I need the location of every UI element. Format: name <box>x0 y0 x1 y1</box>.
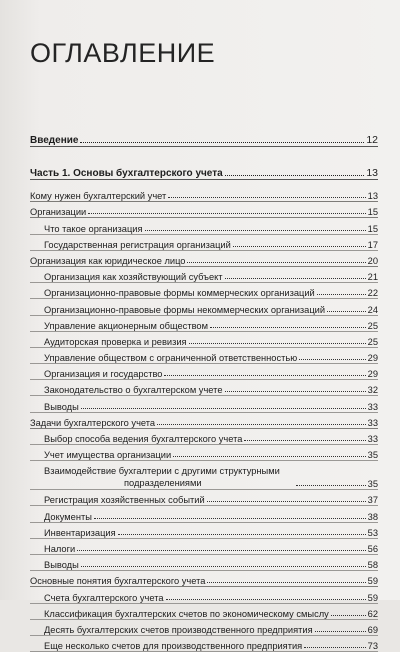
toc-entry-page-number: 38 <box>367 511 378 522</box>
toc-entry-page-number: 59 <box>367 592 378 603</box>
toc-entry-sub[interactable] <box>30 218 378 234</box>
leader-dots <box>189 343 366 344</box>
leader-dots <box>225 175 365 176</box>
leader-dots <box>164 375 365 376</box>
leader-dots <box>225 278 366 279</box>
toc-entry-sub[interactable] <box>30 555 378 571</box>
toc-entry-sub[interactable] <box>30 445 378 461</box>
toc-entry-page-number: 15 <box>367 223 378 234</box>
toc-entry-label: Десять бухгалтерских счетов производственного предприятия <box>44 624 313 635</box>
toc-entry-sub[interactable] <box>30 316 378 332</box>
toc-entry-label: Выводы <box>44 560 79 571</box>
toc-entry-major[interactable] <box>30 159 378 180</box>
toc-entry-page-number: 21 <box>367 272 378 283</box>
toc-entry-sub[interactable] <box>30 604 378 620</box>
toc-entry-label: Организационно-правовые формы коммерческих организаций <box>44 288 315 299</box>
toc-entry-page-number: 29 <box>367 369 378 380</box>
leader-dots <box>299 359 365 360</box>
toc-entry-page-number: 13 <box>366 167 378 179</box>
toc-entry-label: Документы <box>44 511 92 522</box>
leader-dots <box>81 566 366 567</box>
toc-entry-sub[interactable] <box>30 490 378 506</box>
toc-entry-label: Организация и государство <box>44 369 163 380</box>
toc-entry-label: Государственная регистрация организаций <box>44 239 231 250</box>
toc-entry-sec[interactable] <box>30 202 378 218</box>
toc-entry-label: Счета бухгалтерского учета <box>44 592 164 603</box>
toc-entry-label: Что такое организация <box>44 223 143 234</box>
toc-entry-page-number: 62 <box>367 608 378 619</box>
toc-entry-sub[interactable] <box>30 523 378 539</box>
toc-entry-label: Введение <box>30 135 79 146</box>
toc-entry-page-number: 22 <box>367 288 378 299</box>
toc-entry-page-number: 13 <box>367 191 378 202</box>
leader-dots <box>77 550 365 551</box>
leader-dots <box>187 262 365 263</box>
toc-entry-page-number: 58 <box>367 560 378 571</box>
leader-dots <box>315 631 366 632</box>
leader-dots <box>168 197 365 198</box>
toc-entry-label: Классификация бухгалтерских счетов по экономическому смыслу <box>44 608 329 619</box>
leader-dots <box>210 327 366 328</box>
leader-dots <box>207 501 366 502</box>
toc-entry-sub[interactable] <box>30 429 378 445</box>
toc-entry-sec[interactable] <box>30 251 378 267</box>
toc-entry-page-number: 35 <box>367 450 378 461</box>
page-title: ОГЛАВЛЕНИЕ <box>30 38 216 68</box>
leader-dots <box>173 456 365 457</box>
toc-entry-label: Еще несколько счетов для производственного предприятия <box>44 641 303 652</box>
leader-dots <box>157 424 366 425</box>
toc-entry-sub[interactable] <box>30 235 378 251</box>
toc-entry-label: Организация как хозяйствующий субъект <box>44 272 223 283</box>
leader-dots <box>233 246 366 247</box>
toc-entry-page-number: 20 <box>367 255 378 266</box>
toc-entry-sub[interactable] <box>30 539 378 555</box>
toc-entry-label: Регистрация хозяйственных событий <box>44 495 205 506</box>
toc-entry-label: Налоги <box>44 543 76 554</box>
toc-entry-page-number: 53 <box>367 527 378 538</box>
toc-entry-label-line2: подразделениями <box>124 478 202 489</box>
leader-dots <box>296 485 366 486</box>
toc-entry-label: Часть 1. Основы бухгалтерского учета <box>30 168 223 179</box>
toc-entry-page-number: 17 <box>367 239 378 250</box>
toc-entry-label: Аудиторская проверка и ревизия <box>44 336 187 347</box>
toc-entry-sub[interactable] <box>30 332 378 348</box>
toc-entry-page-number: 33 <box>367 434 378 444</box>
toc-entry-sub[interactable] <box>30 380 378 396</box>
toc-entry-page-number: 29 <box>367 353 378 364</box>
toc-entry-page-number: 33 <box>367 401 378 412</box>
table-of-contents <box>30 126 378 652</box>
toc-entry-label: Организационно-правовые формы некоммерческих организаций <box>44 304 326 315</box>
toc-entry-label-line1: Взаимодействие бухгалтерии с другими структурными <box>44 466 280 477</box>
leader-dots <box>118 534 366 535</box>
toc-entry-page-number: 73 <box>367 641 378 652</box>
toc-entry-label: Учет имущества организации <box>44 450 172 461</box>
toc-entry-sub[interactable] <box>30 620 378 636</box>
toc-entry-major[interactable] <box>30 126 378 147</box>
toc-entry-sub[interactable] <box>30 283 378 299</box>
leader-dots <box>244 440 365 441</box>
toc-entry-sub[interactable] <box>30 461 378 490</box>
leader-dots <box>327 311 366 312</box>
toc-entry-sub[interactable] <box>30 506 378 522</box>
leader-dots <box>317 294 366 295</box>
toc-entry-page-number: 37 <box>367 495 378 506</box>
leader-dots <box>304 647 365 648</box>
toc-entry-label: Законодательство о бухгалтерском учете <box>44 385 223 396</box>
leader-dots <box>81 408 366 409</box>
toc-entry-sub[interactable] <box>30 299 378 315</box>
toc-entry-sub[interactable] <box>30 348 378 364</box>
toc-entry-sec[interactable] <box>30 186 378 202</box>
leader-dots <box>166 599 366 600</box>
toc-entry-page-number: 12 <box>366 134 378 146</box>
toc-entry-page-number: 32 <box>367 385 378 396</box>
toc-entry-label: Организация как юридическое лицо <box>30 255 186 266</box>
toc-entry-label: Задачи бухгалтерского учета <box>30 417 156 428</box>
toc-entry-page-number: 35 <box>367 479 378 490</box>
toc-entry-label: Инвентаризация <box>44 527 116 538</box>
leader-dots <box>207 582 365 583</box>
toc-entry-label: Кому нужен бухгалтерский учет <box>30 191 167 202</box>
toc-entry-sub[interactable] <box>30 636 378 652</box>
toc-entry-label: Выводы <box>44 401 79 412</box>
toc-entry-label: Организации <box>30 207 87 218</box>
toc-entry-label-wrap <box>44 465 294 489</box>
toc-entry-label: Управление акционерным обществом <box>44 320 208 331</box>
toc-entry-page-number: 25 <box>367 320 378 331</box>
toc-entry-page-number: 56 <box>367 543 378 554</box>
toc-entry-sub[interactable] <box>30 364 378 380</box>
toc-entry-page-number: 33 <box>367 417 378 428</box>
toc-entry-label: Управление обществом с ограниченной ответственностью <box>44 353 298 364</box>
toc-entry-page-number: 59 <box>367 576 378 587</box>
toc-entry-sub[interactable] <box>30 267 378 283</box>
toc-entry-page-number: 24 <box>367 304 378 315</box>
toc-entry-page-number: 25 <box>367 336 378 347</box>
toc-entry-sec[interactable] <box>30 413 378 429</box>
toc-entry-sec[interactable] <box>30 571 378 587</box>
running-head <box>0 8 400 20</box>
leader-dots <box>80 142 364 143</box>
leader-dots <box>94 518 366 519</box>
toc-entry-sub[interactable] <box>30 587 378 603</box>
toc-entry-label: Основные понятия бухгалтерского учета <box>30 576 206 587</box>
toc-entry-sub[interactable] <box>30 396 378 412</box>
leader-dots <box>225 391 366 392</box>
leader-dots <box>331 615 366 616</box>
toc-entry-page-number: 15 <box>367 207 378 218</box>
toc-entry-page-number: 69 <box>367 624 378 635</box>
leader-dots <box>88 213 365 214</box>
leader-dots <box>145 230 366 231</box>
toc-entry-label: Выбор способа ведения бухгалтерского учета <box>44 434 243 444</box>
